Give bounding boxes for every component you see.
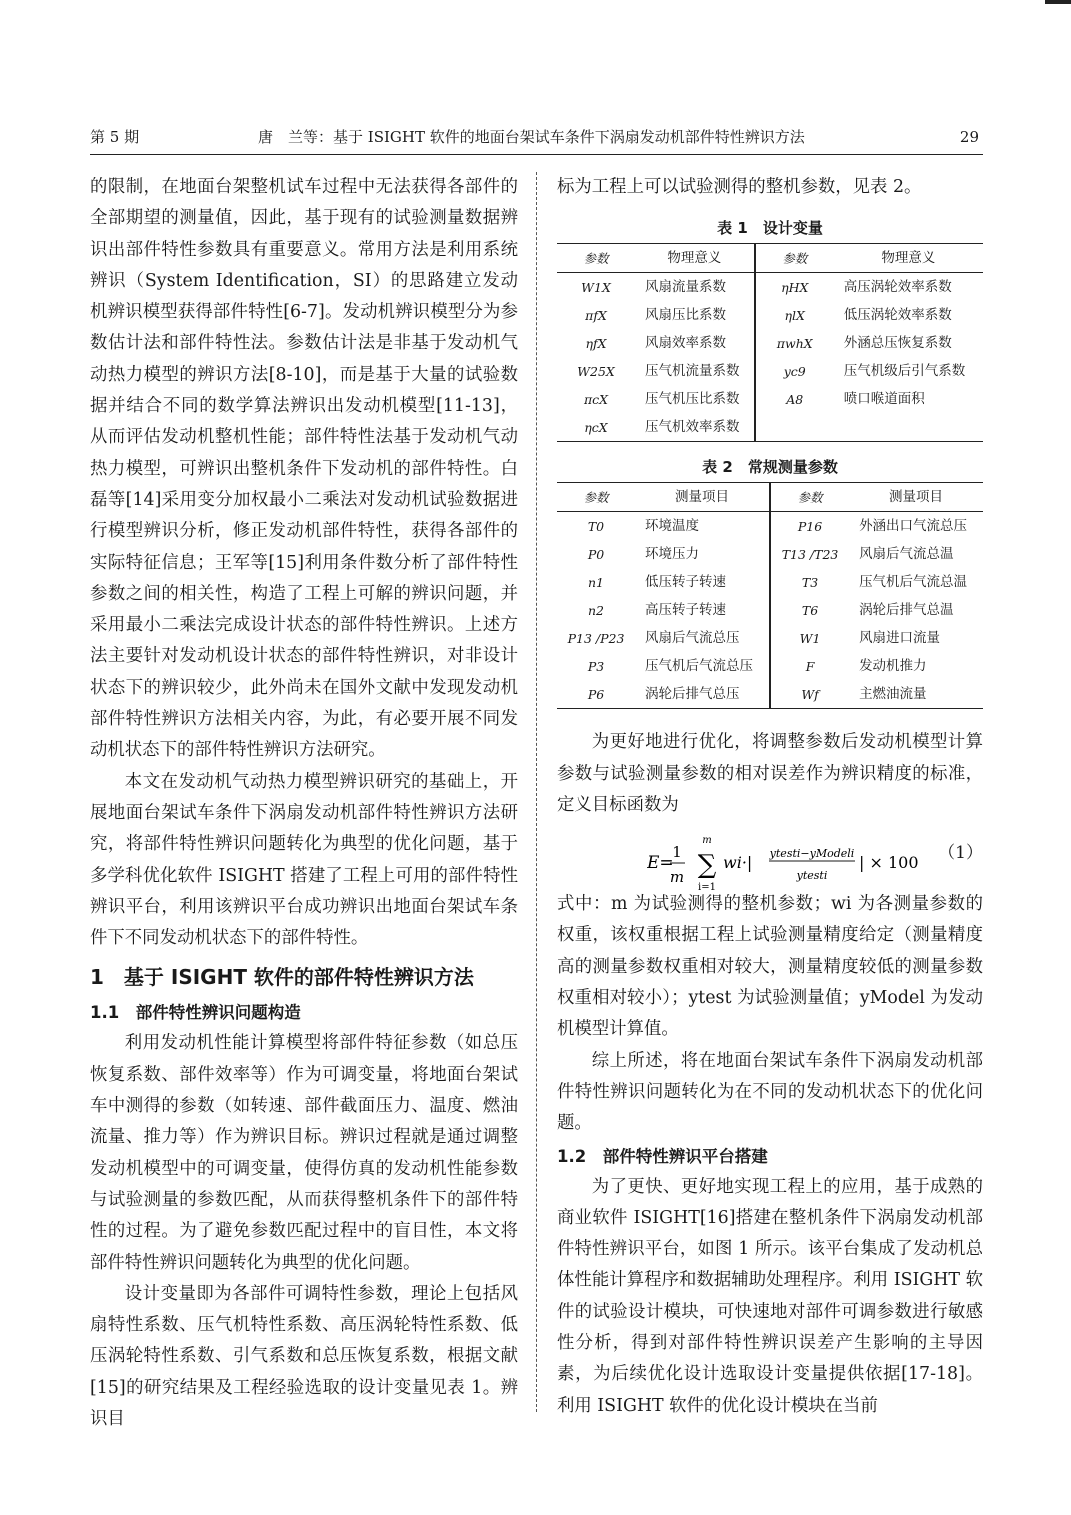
subsection-heading: 1.2 部件特性辨识平台搭建 bbox=[557, 1146, 768, 1166]
formula-svg bbox=[647, 835, 947, 895]
table-cell: 压气机后气流总温 bbox=[859, 573, 968, 590]
table-header-cell: 参数 bbox=[557, 244, 635, 273]
table-cell: 低压转子转速 bbox=[635, 568, 770, 596]
table-cell: W1X bbox=[581, 279, 611, 295]
table-cell: P3 bbox=[587, 658, 605, 674]
paragraph: 为了更快、更好地实现工程上的应用，基于成熟的商业软件 ISIGHT[16]搭建在整机条件下涡扇发动机部件特性辨识平台，如图 1 所示。该平台集成了发动机总体性能计算程序和数据辅助处理程序。利用 ISIGHT 软件的试验设计模块，可快速地对部件可调参数进行敏感性分析，得到对部件特性辨识误差产生影响的主导因素，为后续优化设计选取设计变量提供依据[17-18]。利用 ISIGHT 软件的优化设计模块在当前 bbox=[557, 1176, 983, 1416]
left-column bbox=[90, 172, 518, 1435]
paragraph: 的限制，在地面台架整机试车过程中无法获得各部件的全部期望的测量值，因此，基于现有的试验测量数据辨识出部件特性参数具有重要意义。常用方法是利用系统辨识（System Identification，SI）的思路建立发动机辨识模型获得部件特性[6-7]。发动机辨识模型分为参数估计法和部件特性法。参数估计法是非基于发动机气动热力模型的辨识方法[8-10]，而是基于大量的试验数据并结合不同的数学算法辨识出发动机模型[11-13]，从而评估发动机整机性能；部件特性法基于发动机气动热力模型，可辨识出整机条件下发动机的部件特性。白磊等[14]采用变分加权最小二乘法对发动机试验数据进行模型辨识分析，修正发动机部件特性，获得各部件的实际特征信息；王军等[15]利用条件数分析了部件特性参数之间的相关性，构造了工程上可解的辨识问题，并采用最小二乘法完成设计状态的部件特性辨识。上述方法主要针对发动机设计状态的部件特性辨识，对非设计状态下的辨识较少，此外尚未在国外文献中发现发动机部件特性辨识方法相关内容，为此，有必要开展不同发动机状态下的部件特性辨识方法研究。 bbox=[90, 177, 518, 761]
paragraph: 设计变量即为各部件可调特性参数，理论上包括风扇特性系数、压气机特性系数、高压涡轮特性系数、低压涡轮特性系数、引气系数和总压恢复系数，根据文献[15]的研究结果及工程经验选取的设计变量见表 1。辨识目 bbox=[90, 1283, 518, 1429]
table-cell: 压气机流量系数 bbox=[635, 357, 755, 385]
table-row bbox=[557, 652, 983, 680]
table-cell: n2 bbox=[587, 602, 604, 618]
section-heading: 1 基于 ISIGHT 软件的部件特性辨识方法 bbox=[90, 965, 474, 990]
running-title: 唐 兰等：基于 ISIGHT 软件的地面台架试车条件下涡扇发动机部件特性辨识方法 bbox=[258, 128, 805, 146]
table-cell: F bbox=[805, 658, 815, 674]
table-cell bbox=[755, 413, 834, 442]
table-cell bbox=[834, 413, 983, 442]
table-cell: 发动机推力 bbox=[859, 657, 927, 674]
table-cell: πcX bbox=[583, 391, 609, 407]
table-row bbox=[557, 540, 983, 568]
paragraph: 本文在发动机气动热力模型辨识研究的基础上，开展地面台架试车条件下涡扇发动机部件特性辨识方法研究，将部件特性辨识问题转化为典型的优化问题，基于多学科优化软件 ISIGHT 搭建了工程上可用的部件特性辨识平台，利用该辨识平台成功辨识出地面台架试车条件下不同发动机状态下的部件特性。 bbox=[90, 771, 518, 949]
table-cell: 风扇流量系数 bbox=[635, 273, 755, 302]
table-cell: 喷口喉道面积 bbox=[843, 390, 925, 407]
table-cell: ηlX bbox=[784, 307, 805, 323]
formula-tail: | × 100 bbox=[859, 853, 919, 873]
table-header-cell: 参数 bbox=[770, 483, 849, 512]
table-header-cell: 参数 bbox=[755, 244, 834, 273]
table-cell: T6 bbox=[801, 602, 819, 618]
table-cell: 环境温度 bbox=[635, 512, 770, 541]
table-cell: 压气机效率系数 bbox=[635, 413, 755, 442]
table-row bbox=[557, 680, 983, 709]
table-row bbox=[557, 329, 983, 357]
table-cell: 外涵出口气流总压 bbox=[859, 517, 968, 534]
paragraph: 利用发动机性能计算模型将部件特征参数（如总压恢复系数、部件效率等）作为可调变量，将地面台架试车中测得的参数（如转速、部件截面压力、温度、燃油流量、推力等）作为辨识目标。辨识过程就是通过调整发动机模型中的可调变量，使得仿真的发动机性能参数与试验测量的参数匹配，从而获得整机条件下的部件特性的过程。为了避免参数匹配过程中的盲目性，本文将部件特性辨识问题转化为典型的优化问题。 bbox=[90, 1033, 518, 1273]
sum-upper-limit: m bbox=[702, 835, 712, 847]
table-cell: n1 bbox=[587, 574, 604, 590]
paragraph: 为更好地进行优化，将调整参数后发动机模型计算参数与试验测量参数的相对误差作为辨识精度的标准，定义目标函数为 bbox=[557, 732, 983, 815]
table-header-cell: 物理意义 bbox=[834, 244, 983, 273]
table-row bbox=[557, 596, 983, 624]
table-header-cell: 物理意义 bbox=[635, 244, 755, 273]
table-cell: 低压涡轮效率系数 bbox=[843, 306, 952, 323]
table-cell: 涡轮后排气总压 bbox=[635, 680, 770, 709]
table-cell: P13 /P23 bbox=[567, 630, 625, 646]
table-cell: 风扇进口流量 bbox=[859, 629, 941, 646]
table2-measurement-parameters bbox=[557, 482, 983, 709]
table-cell: P16 bbox=[797, 518, 823, 534]
table-cell: πfX bbox=[585, 307, 607, 323]
table-cell: 风扇压比系数 bbox=[635, 301, 755, 329]
table-cell: 风扇后气流总压 bbox=[635, 624, 770, 652]
table-cell: 高压涡轮效率系数 bbox=[843, 278, 952, 295]
formula-inner-num: ytesti−yModeli bbox=[769, 847, 855, 861]
table-cell: ηcX bbox=[584, 419, 608, 435]
table-cell: T3 bbox=[801, 574, 819, 590]
table-cell: 环境压力 bbox=[635, 540, 770, 568]
table-cell: πwhX bbox=[776, 335, 813, 351]
table-row bbox=[557, 512, 983, 541]
table-header-row bbox=[557, 244, 983, 273]
formula-frac-num: 1 bbox=[672, 843, 682, 862]
table1-design-variables bbox=[557, 243, 983, 442]
table-cell: ηfX bbox=[585, 335, 607, 351]
table-cell: yc9 bbox=[783, 363, 806, 379]
table-cell: P0 bbox=[587, 546, 605, 562]
running-header bbox=[90, 124, 983, 155]
table-header-cell: 测量项目 bbox=[635, 483, 770, 512]
table-cell: T13 /T23 bbox=[781, 546, 839, 562]
subsection-heading: 1.1 部件特性辨识问题构造 bbox=[90, 1003, 301, 1023]
table-row bbox=[557, 357, 983, 385]
table-header-cell: 参数 bbox=[557, 483, 635, 512]
page-corner-mark bbox=[1045, 0, 1071, 4]
formula-frac-den: m bbox=[669, 868, 685, 887]
table-cell: Wf bbox=[801, 686, 819, 702]
table-cell: ηHX bbox=[781, 279, 809, 295]
table-row bbox=[557, 413, 983, 442]
sum-lower-limit: i=1 bbox=[698, 882, 716, 894]
table-cell: 主燃油流量 bbox=[859, 685, 927, 702]
table-header-cell: 测量项目 bbox=[849, 483, 983, 512]
paragraph: 综上所述，将在地面台架试车条件下涡扇发动机部件特性辨识问题转化为在不同的发动机状态下的优化问题。 bbox=[557, 1050, 983, 1134]
paragraph: 标为工程上可以试验测得的整机参数，见表 2。 bbox=[557, 177, 922, 197]
table1-caption: 表 1 设计变量 bbox=[717, 219, 823, 238]
table-cell: 压气机级后引气系数 bbox=[843, 362, 966, 379]
right-column bbox=[557, 172, 983, 1422]
table-cell: W25X bbox=[577, 363, 615, 379]
page-number: 29 bbox=[959, 128, 979, 146]
table-header-row bbox=[557, 483, 983, 512]
table-cell: 外涵总压恢复系数 bbox=[843, 334, 952, 351]
objective-function-formula bbox=[557, 825, 983, 894]
table-cell: 高压转子转速 bbox=[635, 596, 770, 624]
table-cell: 风扇后气流总温 bbox=[859, 545, 954, 562]
formula-term: wi·| bbox=[723, 853, 753, 873]
table-row bbox=[557, 385, 983, 413]
issue-number: 第 5 期 bbox=[90, 128, 140, 146]
table2-caption: 表 2 常规测量参数 bbox=[702, 458, 838, 477]
formula-lhs: E= bbox=[647, 853, 674, 874]
table-cell: A8 bbox=[786, 391, 804, 407]
sum-symbol: ∑ bbox=[697, 850, 717, 881]
table-cell: T0 bbox=[587, 518, 605, 534]
paragraph: 式中：m 为试验测得的整机参数；wi 为各测量参数的权重，该权重根据工程上试验测量精度给定（测量精度高的测量参数权重相对较大，测量精度较低的测量参数权重相对较小）；ytest 为试验测量值；yModel 为发动机模型计算值。 bbox=[557, 894, 983, 1040]
table-row bbox=[557, 624, 983, 652]
table-row bbox=[557, 273, 983, 302]
table-cell: 涡轮后排气总温 bbox=[859, 601, 954, 618]
table-row bbox=[557, 301, 983, 329]
formula-inner-den: ytesti bbox=[796, 869, 828, 883]
table-cell: 风扇效率系数 bbox=[635, 329, 755, 357]
table-cell: P6 bbox=[587, 686, 605, 702]
table-cell: 压气机后气流总压 bbox=[635, 652, 770, 680]
table-row bbox=[557, 568, 983, 596]
table-cell: 压气机压比系数 bbox=[635, 385, 755, 413]
equation-number: （1） bbox=[938, 843, 983, 864]
column-divider bbox=[536, 172, 537, 1412]
table-cell: W1 bbox=[799, 630, 821, 646]
